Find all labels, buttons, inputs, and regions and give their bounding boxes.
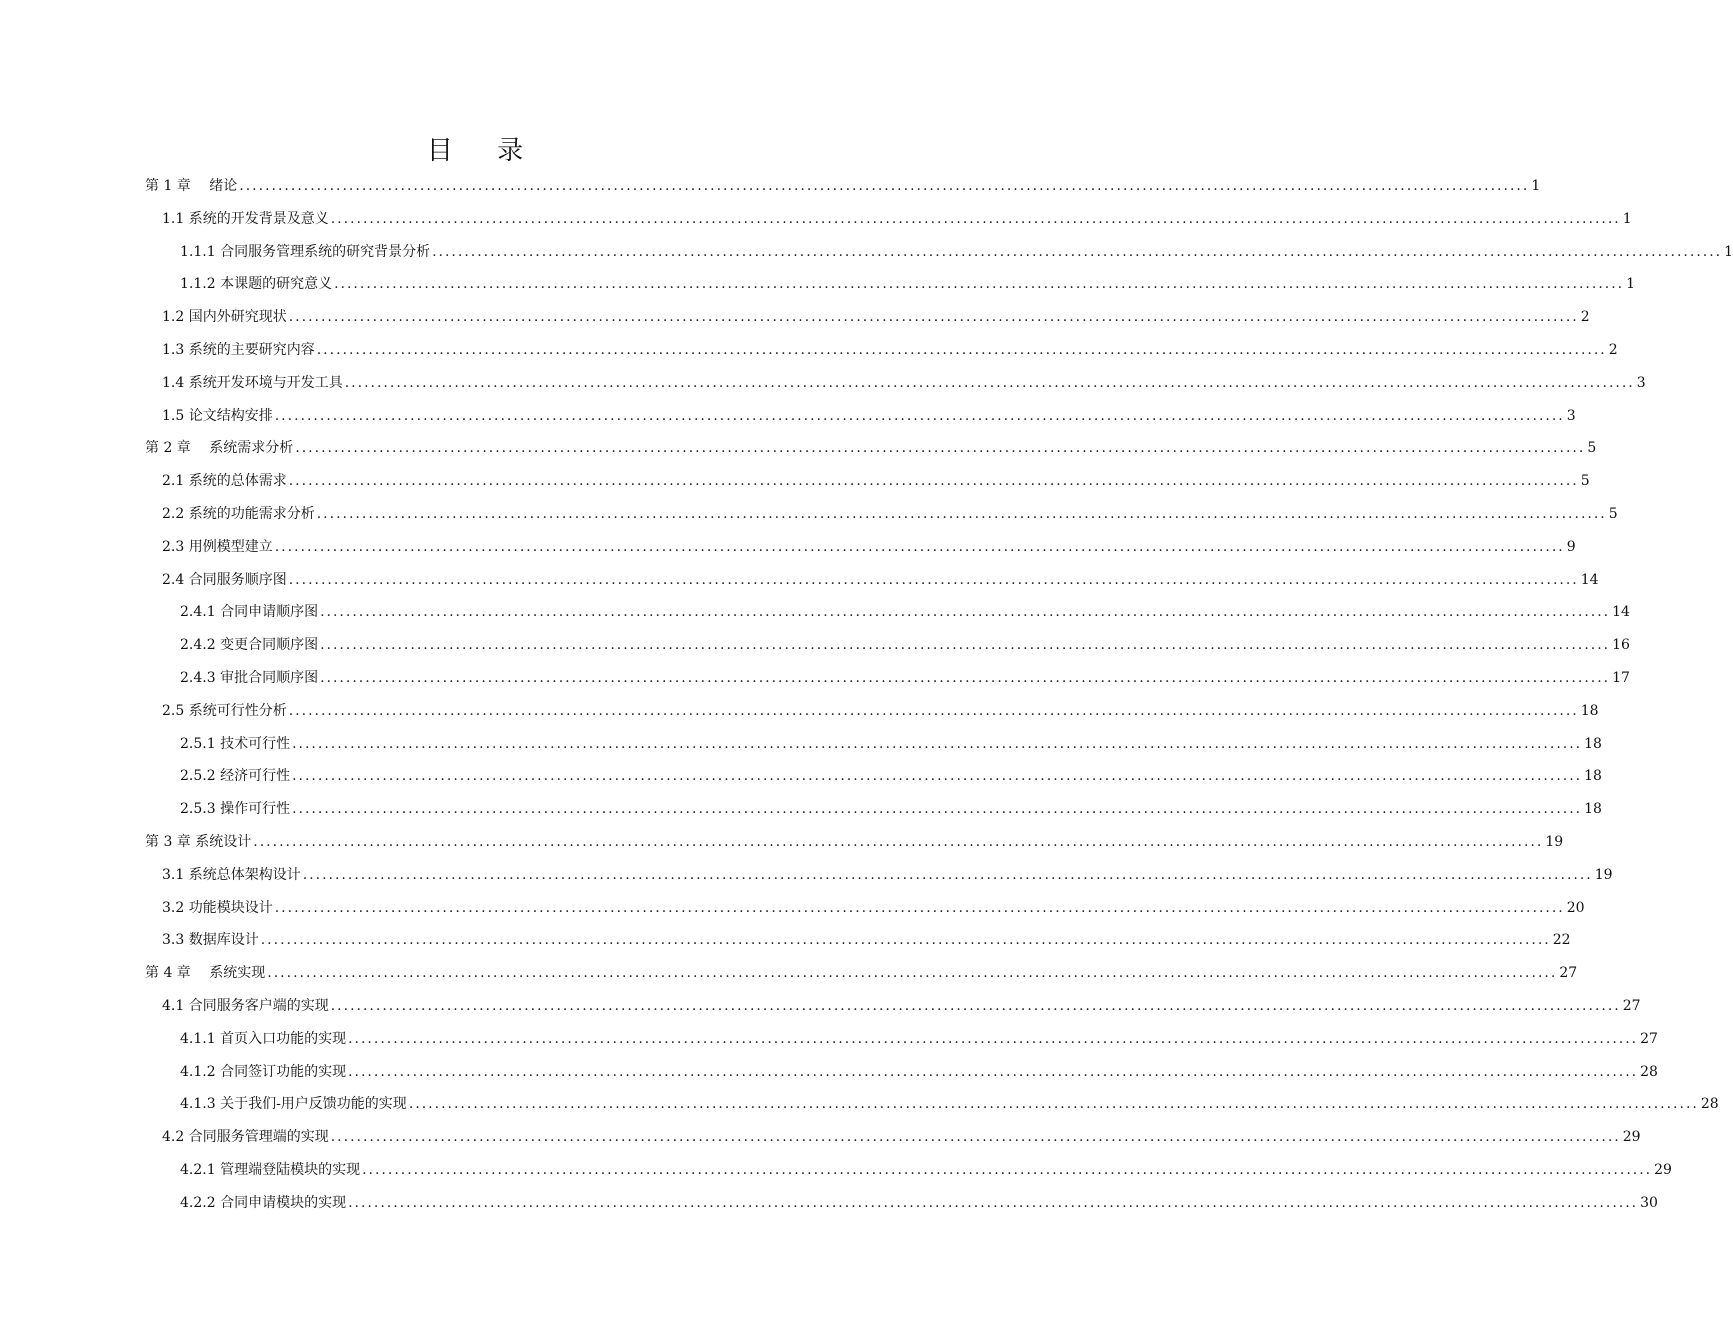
toc-dot-leader: ........................................................................................................................................................................................................	[288, 473, 1579, 490]
toc-entry[interactable]	[162, 859, 1613, 892]
toc-dot-leader: ........................................................................................................................................................................................................	[267, 965, 1558, 982]
toc-entry-label: 2.4.3 审批合同顺序图	[180, 670, 319, 686]
toc-dot-leader: ........................................................................................................................................................................................................	[320, 670, 1611, 686]
toc-dot-leader: ........................................................................................................................................................................................................	[260, 932, 1551, 949]
toc-entry-label: 4.1 合同服务客户端的实现	[162, 998, 329, 1014]
toc-entry-label: 1.1 系统的开发背景及意义	[162, 210, 329, 227]
toc-entry[interactable]	[145, 826, 1564, 859]
toc-dot-leader: ........................................................................................................................................................................................................	[274, 407, 1565, 424]
toc-dot-leader: ........................................................................................................................................................................................................	[320, 637, 1611, 654]
toc-dot-leader: ........................................................................................................................................................................................................	[348, 1194, 1639, 1211]
toc-entry-page: 5	[1608, 506, 1618, 522]
toc-entry[interactable]	[145, 170, 1541, 203]
toc-entry-label: 2.5.3 操作可行性	[180, 801, 291, 818]
toc-entry-page: 3	[1566, 407, 1576, 424]
toc-entry-page: 14	[1612, 604, 1630, 621]
toc-entry[interactable]	[180, 596, 1630, 629]
toc-entry-page: 3	[1636, 374, 1646, 391]
toc-entry-label: 2.4.2 变更合同顺序图	[180, 637, 319, 654]
toc-entry[interactable]	[162, 564, 1599, 597]
toc-entry[interactable]	[180, 662, 1630, 695]
toc-dot-leader: ........................................................................................................................................................................................................	[344, 374, 1635, 391]
toc-dot-leader: ........................................................................................................................................................................................................	[330, 210, 1621, 227]
toc-entry[interactable]	[162, 1121, 1641, 1154]
toc-entry-page: 27	[1640, 1030, 1658, 1047]
toc-entry[interactable]	[162, 301, 1590, 334]
toc-entry-label: 第 3 章 系统设计	[145, 834, 252, 850]
toc-entry-label: 4.1.3 关于我们-用户反馈功能的实现	[180, 1096, 407, 1113]
toc-dot-leader: ........................................................................................................................................................................................................	[292, 801, 1583, 818]
toc-entry-label: 第 1 章 绪论	[145, 178, 238, 194]
toc-entry-page: 14	[1580, 571, 1599, 588]
toc-dot-leader: ........................................................................................................................................................................................................	[362, 1162, 1653, 1178]
toc-entry-label: 3.2 功能模块设计	[162, 899, 273, 916]
toc-entry-page: 18	[1584, 768, 1602, 785]
toc-entry-page: 5	[1580, 473, 1590, 490]
toc-dot-leader: ........................................................................................................................................................................................................	[408, 1096, 1699, 1113]
toc-entry[interactable]	[145, 432, 1597, 465]
toc-entry[interactable]	[162, 367, 1646, 400]
toc-entry-page: 27	[1622, 998, 1641, 1014]
toc-dot-leader: ........................................................................................................................................................................................................	[348, 1030, 1639, 1047]
toc-dot-leader: ........................................................................................................................................................................................................	[239, 178, 1530, 194]
toc-entry-label: 第 2 章 系统需求分析	[145, 440, 294, 457]
toc-entry-page: 17	[1612, 670, 1630, 686]
toc-entry[interactable]	[162, 334, 1618, 367]
toc-entry-page: 18	[1584, 801, 1602, 818]
toc-dot-leader: ........................................................................................................................................................................................................	[330, 1129, 1621, 1146]
toc-dot-leader: ........................................................................................................................................................................................................	[274, 538, 1565, 555]
toc-entry[interactable]	[180, 629, 1630, 662]
toc-entry-page: 28	[1700, 1096, 1719, 1113]
toc-entry-label: 1.5 论文结构安排	[162, 407, 273, 424]
toc-dot-leader: ........................................................................................................................................................................................................	[292, 735, 1583, 752]
toc-dot-leader: ........................................................................................................................................................................................................	[292, 768, 1583, 785]
toc-entry[interactable]	[162, 465, 1590, 498]
toc-entry[interactable]	[145, 957, 1578, 990]
toc-entry-label: 4.2 合同服务管理端的实现	[162, 1129, 329, 1146]
toc-entry[interactable]	[180, 236, 1733, 269]
toc-dot-leader: ........................................................................................................................................................................................................	[295, 440, 1586, 457]
toc-entry[interactable]	[162, 990, 1641, 1023]
toc-entry[interactable]	[162, 892, 1585, 925]
toc-dot-leader: ........................................................................................................................................................................................................	[253, 834, 1544, 850]
toc-entry-label: 3.1 系统总体架构设计	[162, 866, 301, 883]
toc-entry[interactable]	[180, 268, 1636, 301]
toc-entry-label: 4.1.1 首页入口功能的实现	[180, 1030, 347, 1047]
toc-entry-label: 第 4 章 系统实现	[145, 965, 266, 982]
toc-dot-leader: ........................................................................................................................................................................................................	[432, 243, 1723, 260]
toc-entry-page: 9	[1566, 538, 1576, 555]
toc-entry-page: 18	[1580, 702, 1599, 719]
toc-entry-label: 2.5 系统可行性分析	[162, 702, 287, 719]
toc-entry[interactable]	[180, 793, 1602, 826]
toc-entry-page: 30	[1640, 1194, 1658, 1211]
toc-entry-page: 5	[1587, 440, 1597, 457]
toc-dot-leader: ........................................................................................................................................................................................................	[274, 899, 1565, 916]
toc-entry-label: 2.2 系统的功能需求分析	[162, 506, 315, 522]
toc-entry-label: 1.2 国内外研究现状	[162, 309, 287, 326]
toc-entry-page: 29	[1654, 1162, 1672, 1178]
toc-entry-label: 2.5.2 经济可行性	[180, 768, 291, 785]
toc-entry-page: 1	[1622, 210, 1632, 227]
toc-dot-leader: ........................................................................................................................................................................................................	[316, 506, 1607, 522]
toc-dot-leader: ........................................................................................................................................................................................................	[334, 276, 1625, 293]
toc-entry-page: 1	[1724, 243, 1733, 260]
toc-entry[interactable]	[162, 400, 1576, 433]
toc-dot-leader: ........................................................................................................................................................................................................	[348, 1063, 1639, 1080]
toc-entry-page: 20	[1566, 899, 1585, 916]
toc-dot-leader: ........................................................................................................................................................................................................	[288, 309, 1579, 326]
toc-entry-page: 27	[1559, 965, 1578, 982]
toc-entry-label: 4.1.2 合同签订功能的实现	[180, 1063, 347, 1080]
toc-dot-leader: ........................................................................................................................................................................................................	[330, 998, 1621, 1014]
toc-entry[interactable]	[162, 695, 1599, 728]
toc-entry[interactable]	[180, 1154, 1672, 1187]
toc-entry-label: 1.1.1 合同服务管理系统的研究背景分析	[180, 243, 431, 260]
toc-entry[interactable]	[180, 1088, 1719, 1121]
toc-entry-label: 1.4 系统开发环境与开发工具	[162, 374, 343, 391]
toc-entry[interactable]	[180, 1056, 1658, 1089]
toc-dot-leader: ........................................................................................................................................................................................................	[320, 604, 1611, 621]
toc-entry[interactable]	[162, 498, 1618, 531]
toc-entry-page: 16	[1612, 637, 1630, 654]
toc-entry[interactable]	[180, 728, 1602, 761]
toc-entry-page: 1	[1626, 276, 1636, 293]
toc-dot-leader: ........................................................................................................................................................................................................	[288, 702, 1579, 719]
toc-entry-page: 28	[1640, 1063, 1658, 1080]
toc-entry-label: 2.5.1 技术可行性	[180, 735, 291, 752]
toc-entry-page: 22	[1552, 932, 1571, 949]
toc-entry-page: 2	[1580, 309, 1590, 326]
toc-entry-page: 18	[1584, 735, 1602, 752]
toc-entry-label: 1.1.2 本课题的研究意义	[180, 276, 333, 293]
toc-entry[interactable]	[180, 1187, 1658, 1220]
toc-entry-page: 19	[1545, 834, 1564, 850]
toc-entry-label: 2.4 合同服务顺序图	[162, 571, 287, 588]
toc-entry[interactable]	[162, 203, 1632, 236]
toc-dot-leader: ........................................................................................................................................................................................................	[316, 342, 1607, 358]
toc-entry[interactable]	[162, 531, 1576, 564]
toc-entry-label: 4.2.1 管理端登陆模块的实现	[180, 1162, 361, 1178]
toc-dot-leader: ........................................................................................................................................................................................................	[302, 866, 1593, 883]
toc-entry-page: 29	[1622, 1129, 1641, 1146]
toc-entry-label: 2.3 用例模型建立	[162, 538, 273, 555]
toc-dot-leader: ........................................................................................................................................................................................................	[288, 571, 1579, 588]
toc-entry-label: 1.3 系统的主要研究内容	[162, 342, 315, 358]
toc-entry-label: 4.2.2 合同申请模块的实现	[180, 1194, 347, 1211]
toc-entry-page: 19	[1594, 866, 1613, 883]
toc-entry-label: 2.4.1 合同申请顺序图	[180, 604, 319, 621]
toc-entry-label: 3.3 数据库设计	[162, 932, 259, 949]
toc-entry[interactable]	[180, 760, 1602, 793]
toc-entry-page: 2	[1608, 342, 1618, 358]
toc-entry[interactable]	[162, 924, 1571, 957]
toc-title: 目 录	[426, 136, 542, 166]
toc-entry-page: 1	[1531, 178, 1541, 194]
toc-entry-label: 2.1 系统的总体需求	[162, 473, 287, 490]
toc-entry[interactable]	[180, 1023, 1658, 1056]
